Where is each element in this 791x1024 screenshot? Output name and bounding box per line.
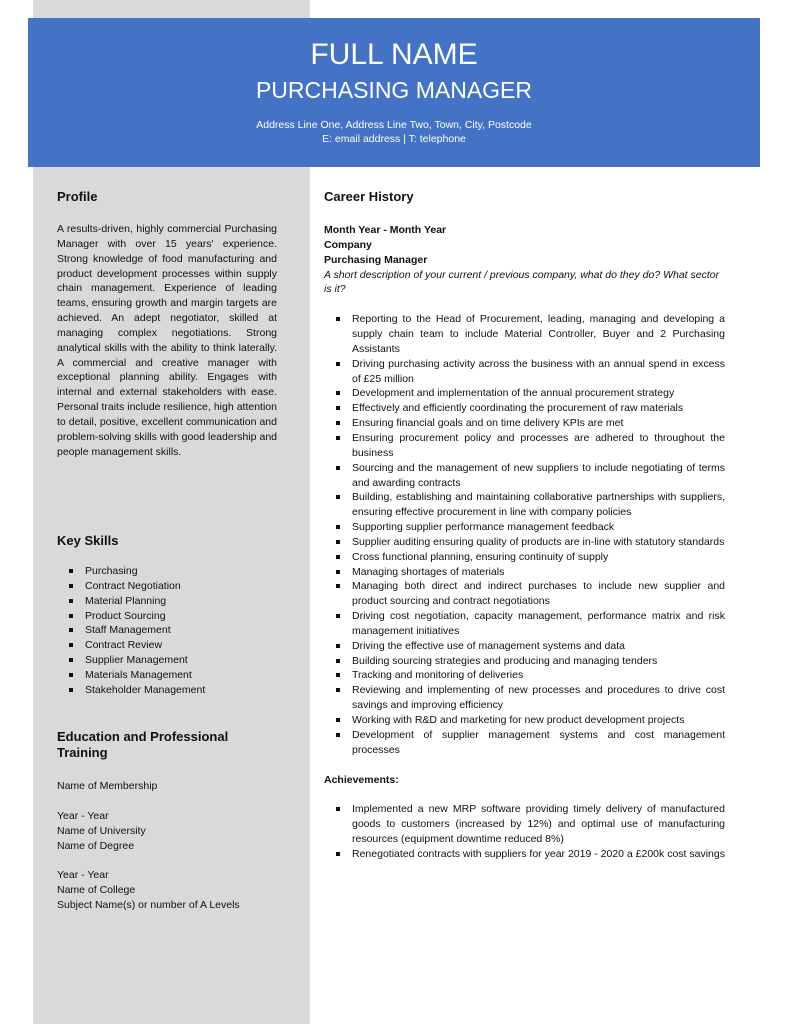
contact-details: E: email address | T: telephone	[322, 133, 466, 145]
duty-item: Cross functional planning, ensuring continuity of supply	[324, 550, 725, 565]
duty-item: Working with R&D and marketing for new product development projects	[324, 713, 725, 728]
key-skills-heading: Key Skills	[57, 533, 119, 548]
skill-item: Contract Negotiation	[57, 579, 277, 594]
duty-item: Supporting supplier performance management feedback	[324, 520, 725, 535]
duty-item: Managing both direct and indirect purchases to include new supplier and product sourcing and contract negotiations	[324, 579, 725, 609]
achievement-item: Renegotiated contracts with suppliers for year 2019 - 2020 a £200k cost savings	[324, 847, 725, 862]
duty-item: Reporting to the Head of Procurement, leading, managing and developing a supply chain team to include Material Controller, Buyer and 2 Purchasing Assistants	[324, 312, 725, 357]
duty-item: Building sourcing strategies and producing and managing tenders	[324, 654, 725, 669]
header-banner	[28, 18, 760, 167]
achievements-list	[324, 802, 725, 861]
duty-item: Ensuring financial goals and on time delivery KPIs are met	[324, 416, 725, 431]
duty-item: Tracking and monitoring of deliveries	[324, 668, 725, 683]
achievements-heading: Achievements:	[324, 773, 399, 786]
address: Address Line One, Address Line Two, Town, City, Postcode	[256, 119, 532, 131]
skill-item: Product Sourcing	[57, 609, 277, 624]
key-skills-section	[57, 533, 277, 698]
education-section	[57, 729, 277, 913]
university-years: Year - Year	[57, 809, 109, 822]
career-heading: Career History	[324, 189, 414, 204]
profile-section	[57, 189, 277, 460]
duty-item: Effectively and efficiently coordinating the procurement of raw materials	[324, 401, 725, 416]
company-description: A short description of your current / previous company, what do they do? What sector is it?	[324, 268, 720, 296]
membership: Name of Membership	[57, 780, 158, 792]
skill-item: Staff Management	[57, 623, 277, 638]
profile-text: A results-driven, highly commercial Purchasing Manager with over 15 years' experience. Strong knowledge of food manufacturing and product development processes within supply chain management. Experience of leading teams, ensuring growth and margin targets are achieved. An adept negotiator, skilled at managing complex negotiations. Strong analytical skills with the ability to think laterally. A commercial and creative manager with exceptional planning ability. Engages with internal and external stakeholders with ease. Personal traits include resilience, high attention to detail, positive, excellent communication and problem-solving skills with good leadership and people management skills.	[57, 223, 277, 458]
full-name: FULL NAME	[310, 38, 478, 71]
profile-heading: Profile	[57, 189, 98, 204]
duties-list	[324, 312, 725, 757]
skill-item: Contract Review	[57, 638, 277, 653]
duty-item: Driving the effective use of management systems and data	[324, 639, 725, 654]
duty-item: Development of supplier management systems and cost management processes	[324, 728, 725, 758]
skills-list	[57, 564, 277, 698]
skill-item: Supplier Management	[57, 653, 277, 668]
skill-item: Material Planning	[57, 594, 277, 609]
duty-item: Supplier auditing ensuring quality of products are in-line with statutory standards	[324, 535, 725, 550]
duty-item: Building, establishing and maintaining collaborative partnerships with suppliers, ensuring effective procurement in line with company policies	[324, 490, 725, 520]
college-years: Year - Year	[57, 869, 109, 882]
career-section	[324, 189, 725, 862]
job-role: Purchasing Manager	[324, 253, 428, 266]
duty-item: Driving cost negotiation, capacity management, performance matrix and risk management initiatives	[324, 609, 725, 639]
skill-item: Materials Management	[57, 668, 277, 683]
college-name: Name of College	[57, 884, 136, 897]
duty-item: Driving purchasing activity across the business with an annual spend in excess of £25 million	[324, 357, 725, 387]
duty-item: Managing shortages of materials	[324, 565, 725, 580]
college-subjects: Subject Name(s) or number of A Levels	[57, 899, 240, 912]
duty-item: Sourcing and the management of new suppliers to include negotiating of terms and awarding contracts	[324, 461, 725, 491]
skill-item: Purchasing	[57, 564, 277, 579]
job-title: PURCHASING MANAGER	[255, 77, 533, 103]
university-name: Name of University	[57, 824, 146, 837]
degree-name: Name of Degree	[57, 839, 135, 852]
duty-item: Ensuring procurement policy and processes are adhered to throughout the business	[324, 431, 725, 461]
achievement-item: Implemented a new MRP software providing timely delivery of manufactured goods to customers (increased by 12%) and optimal use of manufacturing resources (equipment downtime reduced 8%)	[324, 802, 725, 847]
education-heading: Education and Professional Training	[57, 729, 229, 760]
skill-item: Stakeholder Management	[57, 683, 277, 698]
company-name: Company	[324, 238, 372, 251]
duty-item: Reviewing and implementing of new processes and procedures to drive cost savings and improving efficiency	[324, 683, 725, 713]
job-dates: Month Year - Month Year	[324, 224, 447, 236]
duty-item: Development and implementation of the annual procurement strategy	[324, 386, 725, 401]
